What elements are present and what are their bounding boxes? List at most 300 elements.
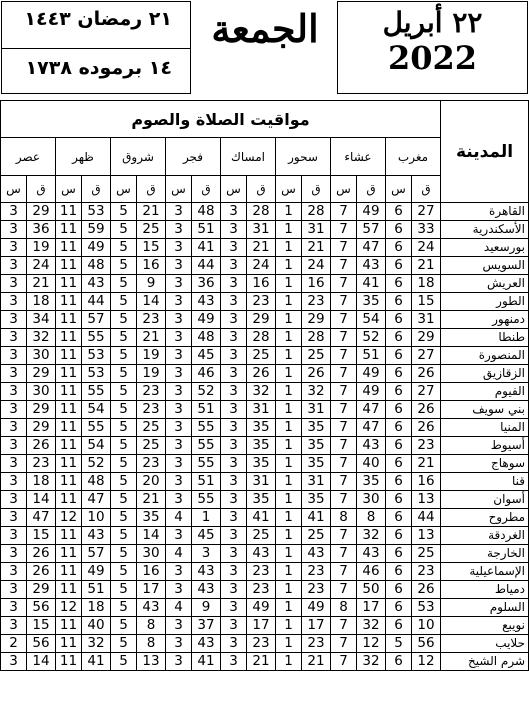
time-cell: 3 (1, 365, 27, 383)
time-cell: 49 (82, 239, 111, 257)
time-cell: 3 (221, 455, 247, 473)
time-cell: 56 (27, 635, 56, 653)
time-cell: 11 (56, 347, 82, 365)
time-cell: 12 (412, 653, 441, 671)
time-cell: 24 (302, 257, 331, 275)
time-cell: 10 (412, 617, 441, 635)
time-cell: 5 (111, 599, 137, 617)
table-row (1, 509, 529, 527)
time-cell: 3 (1, 275, 27, 293)
time-cell: 31 (247, 401, 276, 419)
time-cell: 47 (357, 239, 386, 257)
table-row (1, 293, 529, 311)
time-cell: 23 (247, 563, 276, 581)
time-cell: 8 (357, 509, 386, 527)
time-cell: 8 (331, 599, 357, 617)
time-cell: 5 (386, 635, 412, 653)
time-cell: 21 (302, 239, 331, 257)
time-cell: 49 (357, 383, 386, 401)
time-cell: 3 (1, 329, 27, 347)
time-cell: 16 (412, 473, 441, 491)
time-cell: 5 (111, 365, 137, 383)
table-row (1, 311, 529, 329)
time-cell: 3 (166, 437, 192, 455)
time-cell: 23 (137, 311, 166, 329)
time-cell: 35 (137, 509, 166, 527)
table-row (1, 365, 529, 383)
hour-unit-label: س (166, 176, 192, 203)
time-cell: 56 (412, 635, 441, 653)
time-cell: 3 (221, 203, 247, 221)
city-name: الإسماعيلية (441, 563, 529, 581)
hour-unit-label: س (1, 176, 27, 203)
time-cell: 43 (192, 635, 221, 653)
time-cell: 43 (82, 527, 111, 545)
table-row (1, 347, 529, 365)
city-name: السويس (441, 257, 529, 275)
time-cell: 6 (386, 347, 412, 365)
time-cell: 25 (247, 527, 276, 545)
time-cell: 17 (137, 581, 166, 599)
time-cell: 47 (27, 509, 56, 527)
time-cell: 3 (221, 491, 247, 509)
time-cell: 43 (192, 293, 221, 311)
time-cell: 50 (357, 581, 386, 599)
minute-unit-label: ق (302, 176, 331, 203)
time-cell: 51 (192, 401, 221, 419)
time-cell: 6 (386, 653, 412, 671)
time-cell: 5 (111, 617, 137, 635)
hijri-coptic-date-box (1, 1, 191, 94)
hour-unit-label: س (386, 176, 412, 203)
table-row (1, 221, 529, 239)
time-cell: 11 (56, 563, 82, 581)
table-title: مواقيت الصلاة والصوم (1, 101, 441, 138)
time-cell: 1 (276, 383, 302, 401)
time-cell: 31 (302, 473, 331, 491)
time-cell: 53 (82, 365, 111, 383)
time-cell: 11 (56, 635, 82, 653)
table-row (1, 653, 529, 671)
time-cell: 54 (82, 437, 111, 455)
time-cell: 3 (166, 563, 192, 581)
time-cell: 40 (357, 455, 386, 473)
time-cell: 5 (111, 527, 137, 545)
minute-unit-label: ق (357, 176, 386, 203)
time-cell: 3 (221, 437, 247, 455)
time-cell: 6 (386, 599, 412, 617)
time-cell: 15 (412, 293, 441, 311)
time-cell: 3 (221, 599, 247, 617)
time-cell: 6 (386, 455, 412, 473)
time-cell: 21 (302, 653, 331, 671)
time-cell: 3 (221, 383, 247, 401)
time-cell: 52 (357, 329, 386, 347)
time-cell: 11 (56, 491, 82, 509)
time-cell: 5 (111, 581, 137, 599)
time-cell: 3 (221, 275, 247, 293)
time-cell: 17 (302, 617, 331, 635)
time-cell: 6 (386, 365, 412, 383)
time-cell: 28 (247, 329, 276, 347)
time-cell: 3 (1, 257, 27, 275)
time-cell: 6 (386, 257, 412, 275)
time-cell: 3 (1, 455, 27, 473)
time-cell: 30 (137, 545, 166, 563)
time-cell: 5 (111, 473, 137, 491)
time-cell: 3 (166, 419, 192, 437)
prayer-header: سحور (276, 138, 331, 176)
time-cell: 3 (221, 347, 247, 365)
time-cell: 13 (137, 653, 166, 671)
time-cell: 11 (56, 617, 82, 635)
time-cell: 3 (221, 509, 247, 527)
time-cell: 11 (56, 239, 82, 257)
table-row (1, 473, 529, 491)
time-cell: 5 (111, 509, 137, 527)
time-cell: 3 (1, 653, 27, 671)
time-cell: 1 (276, 581, 302, 599)
time-cell: 29 (302, 311, 331, 329)
time-cell: 1 (276, 545, 302, 563)
time-cell: 6 (386, 527, 412, 545)
time-cell: 15 (27, 617, 56, 635)
time-cell: 35 (247, 437, 276, 455)
time-cell: 5 (111, 491, 137, 509)
city-name: حلايب (441, 635, 529, 653)
time-cell: 35 (302, 455, 331, 473)
time-cell: 3 (166, 527, 192, 545)
time-cell: 6 (386, 491, 412, 509)
time-cell: 21 (412, 455, 441, 473)
time-cell: 16 (302, 275, 331, 293)
time-cell: 55 (192, 419, 221, 437)
time-cell: 3 (221, 257, 247, 275)
time-cell: 1 (276, 527, 302, 545)
time-cell: 3 (1, 347, 27, 365)
time-cell: 3 (166, 329, 192, 347)
prayer-times-table (0, 100, 529, 671)
time-cell: 6 (386, 239, 412, 257)
table-row (1, 383, 529, 401)
time-cell: 6 (386, 509, 412, 527)
time-cell: 11 (56, 419, 82, 437)
hour-unit-label: س (111, 176, 137, 203)
minute-unit-label: ق (27, 176, 56, 203)
time-cell: 47 (357, 401, 386, 419)
time-cell: 1 (276, 419, 302, 437)
time-cell: 44 (82, 293, 111, 311)
time-cell: 1 (276, 437, 302, 455)
time-cell: 3 (1, 221, 27, 239)
time-cell: 11 (56, 203, 82, 221)
prayer-header: ظهر (56, 138, 111, 176)
time-cell: 3 (166, 473, 192, 491)
time-cell: 17 (247, 617, 276, 635)
time-cell: 26 (412, 419, 441, 437)
time-cell: 3 (1, 563, 27, 581)
table-row (1, 599, 529, 617)
time-cell: 6 (386, 419, 412, 437)
time-cell: 3 (221, 329, 247, 347)
time-cell: 1 (276, 491, 302, 509)
minute-unit-label: ق (137, 176, 166, 203)
time-cell: 3 (1, 545, 27, 563)
time-cell: 19 (137, 347, 166, 365)
time-cell: 31 (412, 311, 441, 329)
time-cell: 2 (1, 635, 27, 653)
time-cell: 55 (82, 329, 111, 347)
time-cell: 43 (137, 599, 166, 617)
time-cell: 30 (27, 347, 56, 365)
time-cell: 3 (1, 473, 27, 491)
time-cell: 18 (82, 599, 111, 617)
time-cell: 3 (166, 617, 192, 635)
time-cell: 33 (412, 221, 441, 239)
time-cell: 30 (27, 383, 56, 401)
time-cell: 1 (276, 275, 302, 293)
time-cell: 29 (27, 401, 56, 419)
time-cell: 3 (166, 401, 192, 419)
time-cell: 7 (331, 401, 357, 419)
time-cell: 1 (276, 293, 302, 311)
hour-unit-label: س (331, 176, 357, 203)
time-cell: 19 (27, 239, 56, 257)
table-row (1, 257, 529, 275)
time-cell: 55 (82, 383, 111, 401)
city-name: بني سويف (441, 401, 529, 419)
time-cell: 41 (247, 509, 276, 527)
time-cell: 15 (27, 527, 56, 545)
time-cell: 21 (247, 239, 276, 257)
hour-unit-label: س (221, 176, 247, 203)
table-row (1, 527, 529, 545)
time-cell: 49 (302, 599, 331, 617)
table-row (1, 275, 529, 293)
time-cell: 32 (357, 617, 386, 635)
time-cell: 3 (166, 221, 192, 239)
time-cell: 3 (1, 599, 27, 617)
time-cell: 1 (276, 635, 302, 653)
time-cell: 7 (331, 581, 357, 599)
time-cell: 7 (331, 563, 357, 581)
hijri-date: ٢١ رمضان ١٤٤٣ (24, 8, 172, 30)
city-name: سوهاج (441, 455, 529, 473)
time-cell: 11 (56, 653, 82, 671)
time-cell: 25 (137, 221, 166, 239)
time-cell: 32 (27, 329, 56, 347)
time-cell: 11 (56, 383, 82, 401)
time-cell: 1 (276, 221, 302, 239)
time-cell: 3 (1, 419, 27, 437)
time-cell: 1 (276, 311, 302, 329)
time-cell: 23 (302, 635, 331, 653)
time-cell: 6 (386, 437, 412, 455)
time-cell: 29 (27, 365, 56, 383)
time-cell: 26 (27, 437, 56, 455)
time-cell: 3 (221, 473, 247, 491)
city-name: مطروح (441, 509, 529, 527)
minute-unit-label: ق (192, 176, 221, 203)
time-cell: 41 (192, 239, 221, 257)
city-name: الأسكندرية (441, 221, 529, 239)
time-cell: 57 (82, 311, 111, 329)
time-cell: 12 (56, 509, 82, 527)
time-cell: 21 (137, 491, 166, 509)
table-row (1, 581, 529, 599)
time-cell: 59 (82, 221, 111, 239)
time-cell: 7 (331, 383, 357, 401)
time-cell: 24 (27, 257, 56, 275)
time-cell: 7 (331, 257, 357, 275)
city-name: دمنهور (441, 311, 529, 329)
time-cell: 37 (192, 617, 221, 635)
time-cell: 28 (302, 203, 331, 221)
time-cell: 11 (56, 329, 82, 347)
time-cell: 26 (27, 563, 56, 581)
time-cell: 1 (276, 653, 302, 671)
prayer-header: عشاء (331, 138, 386, 176)
time-cell: 25 (412, 545, 441, 563)
city-name: القاهرة (441, 203, 529, 221)
time-cell: 32 (247, 383, 276, 401)
time-cell: 5 (111, 455, 137, 473)
year: 2022 (387, 39, 478, 77)
time-cell: 35 (357, 473, 386, 491)
time-cell: 18 (27, 473, 56, 491)
time-cell: 21 (27, 275, 56, 293)
time-cell: 1 (276, 401, 302, 419)
time-cell: 32 (357, 653, 386, 671)
time-cell: 1 (276, 455, 302, 473)
time-cell: 17 (357, 599, 386, 617)
city-name: المنصورة (441, 347, 529, 365)
time-cell: 7 (331, 329, 357, 347)
time-cell: 27 (412, 383, 441, 401)
time-cell: 3 (166, 653, 192, 671)
time-cell: 18 (412, 275, 441, 293)
city-name: الطور (441, 293, 529, 311)
time-cell: 20 (137, 473, 166, 491)
time-cell: 11 (56, 437, 82, 455)
time-cell: 32 (82, 635, 111, 653)
time-cell: 56 (27, 599, 56, 617)
time-cell: 6 (386, 275, 412, 293)
time-cell: 14 (137, 527, 166, 545)
time-cell: 3 (221, 581, 247, 599)
time-cell: 43 (357, 545, 386, 563)
time-cell: 25 (137, 437, 166, 455)
city-name: دمياط (441, 581, 529, 599)
coptic-date: ١٤ برموده ١٧٣٨ (25, 57, 172, 79)
time-cell: 16 (137, 257, 166, 275)
time-cell: 52 (82, 455, 111, 473)
time-cell: 3 (166, 347, 192, 365)
time-cell: 11 (56, 257, 82, 275)
time-cell: 5 (111, 563, 137, 581)
time-cell: 3 (221, 563, 247, 581)
time-cell: 54 (357, 311, 386, 329)
time-cell: 1 (192, 509, 221, 527)
time-cell: 23 (247, 581, 276, 599)
time-cell: 48 (192, 203, 221, 221)
time-cell: 5 (111, 383, 137, 401)
time-cell: 5 (111, 275, 137, 293)
time-cell: 48 (82, 473, 111, 491)
time-cell: 31 (247, 221, 276, 239)
time-cell: 6 (386, 401, 412, 419)
time-cell: 15 (137, 239, 166, 257)
city-name: المنيا (441, 419, 529, 437)
time-cell: 32 (302, 383, 331, 401)
time-cell: 3 (221, 617, 247, 635)
time-cell: 1 (276, 509, 302, 527)
time-cell: 43 (357, 437, 386, 455)
time-cell: 36 (192, 275, 221, 293)
time-cell: 7 (331, 527, 357, 545)
time-cell: 8 (137, 617, 166, 635)
time-cell: 6 (386, 311, 412, 329)
time-cell: 29 (27, 419, 56, 437)
time-cell: 3 (1, 437, 27, 455)
time-cell: 46 (357, 563, 386, 581)
city-name: الخارجة (441, 545, 529, 563)
time-cell: 26 (412, 581, 441, 599)
time-cell: 5 (111, 419, 137, 437)
time-cell: 3 (221, 311, 247, 329)
time-cell: 29 (27, 581, 56, 599)
time-cell: 3 (221, 401, 247, 419)
time-cell: 43 (82, 275, 111, 293)
time-cell: 41 (357, 275, 386, 293)
minute-unit-label: ق (82, 176, 111, 203)
time-cell: 7 (331, 437, 357, 455)
time-cell: 5 (111, 239, 137, 257)
time-cell: 6 (386, 581, 412, 599)
minute-unit-label: ق (412, 176, 441, 203)
time-cell: 23 (137, 455, 166, 473)
time-cell: 3 (166, 275, 192, 293)
time-cell: 25 (247, 347, 276, 365)
time-cell: 35 (357, 293, 386, 311)
time-cell: 3 (221, 419, 247, 437)
time-cell: 23 (247, 293, 276, 311)
time-cell: 43 (192, 563, 221, 581)
time-cell: 35 (302, 419, 331, 437)
table-row (1, 545, 529, 563)
time-cell: 23 (247, 635, 276, 653)
time-cell: 7 (331, 653, 357, 671)
time-cell: 26 (302, 365, 331, 383)
time-cell: 6 (386, 293, 412, 311)
city-name: أسيوط (441, 437, 529, 455)
city-name: أسوان (441, 491, 529, 509)
time-cell: 21 (137, 329, 166, 347)
time-cell: 5 (111, 221, 137, 239)
time-cell: 57 (82, 545, 111, 563)
city-name: بورسعيد (441, 239, 529, 257)
time-cell: 3 (221, 293, 247, 311)
time-cell: 30 (357, 491, 386, 509)
time-cell: 1 (276, 329, 302, 347)
time-cell: 51 (192, 221, 221, 239)
time-cell: 3 (166, 203, 192, 221)
time-cell: 3 (166, 491, 192, 509)
minute-unit-label: ق (247, 176, 276, 203)
time-cell: 29 (412, 329, 441, 347)
time-cell: 49 (82, 563, 111, 581)
time-cell: 36 (27, 221, 56, 239)
